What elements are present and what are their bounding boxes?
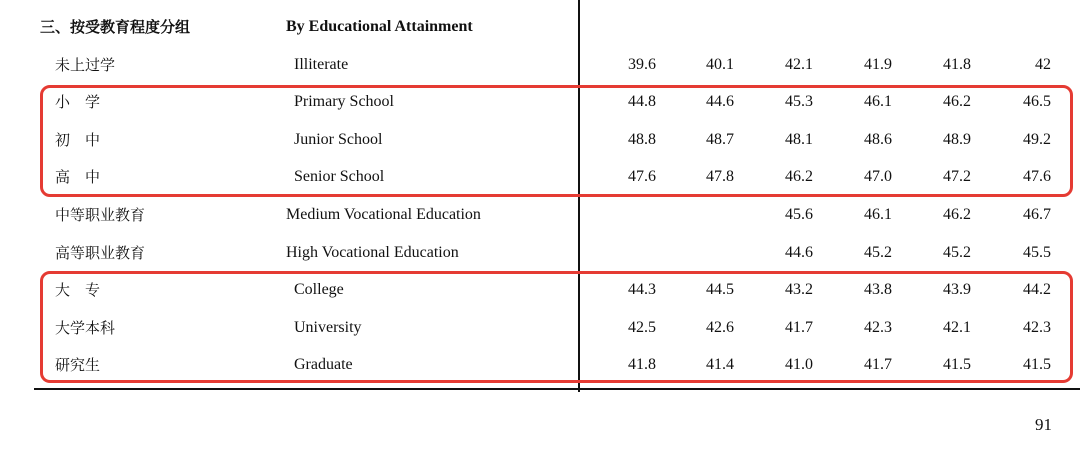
value-cell: [674, 234, 734, 272]
section-title-en: By Educational Attainment: [286, 18, 473, 35]
value-cell: 46.2: [785, 168, 813, 185]
row-label-en: Illiterate: [294, 56, 349, 73]
value-cell: 41.7: [864, 356, 892, 373]
value-cell: [596, 196, 656, 234]
value-cell: 46.5: [1023, 93, 1051, 110]
value-cell: 44.2: [1023, 281, 1051, 298]
row-label-en: College: [294, 281, 344, 298]
table-row: [0, 234, 1080, 272]
value-cell: 43.9: [943, 281, 971, 298]
value-cell: 45.2: [943, 244, 971, 261]
value-cell: 42: [1035, 56, 1051, 73]
value-cell: 47.6: [1023, 168, 1051, 185]
section-header-row: [0, 8, 1080, 46]
row-label-en: Medium Vocational Education: [286, 206, 481, 223]
value-cell: 42.3: [1023, 319, 1051, 336]
row-label-cn: 初 中: [55, 131, 101, 149]
value-cell: 48.9: [943, 131, 971, 148]
row-label-cn: 中等职业教育: [55, 206, 146, 224]
value-cell: 46.7: [1023, 206, 1051, 223]
value-cell: 40.1: [706, 56, 734, 73]
value-cell: [674, 196, 734, 234]
value-cell: 43.8: [864, 281, 892, 298]
highlight-box-higher-education: [40, 271, 1073, 383]
value-cell: 44.6: [785, 244, 813, 261]
value-cell: 41.5: [943, 356, 971, 373]
row-label-en: Graduate: [294, 356, 353, 373]
value-cell: 41.0: [785, 356, 813, 373]
table-bottom-rule: [34, 388, 1080, 390]
row-label-en: Primary School: [294, 93, 394, 110]
value-cell: [596, 234, 656, 272]
value-cell: 42.1: [785, 56, 813, 73]
value-cell: 41.8: [943, 56, 971, 73]
row-label-en: University: [294, 319, 362, 336]
row-label-cn: 小 学: [55, 93, 101, 111]
row-label-cn: 研究生: [55, 356, 101, 374]
page-number: 91: [1035, 415, 1052, 434]
value-cell: 49.2: [1023, 131, 1051, 148]
value-cell: 44.5: [706, 281, 734, 298]
value-cell: 47.6: [628, 168, 656, 185]
value-cell: 42.5: [628, 319, 656, 336]
value-cell: 44.3: [628, 281, 656, 298]
value-cell: 46.2: [943, 206, 971, 223]
value-cell: 45.2: [864, 244, 892, 261]
row-label-en: Junior School: [294, 131, 383, 148]
value-cell: 41.8: [628, 356, 656, 373]
value-cell: 41.4: [706, 356, 734, 373]
value-cell: 48.8: [628, 131, 656, 148]
value-cell: 48.6: [864, 131, 892, 148]
value-cell: 42.1: [943, 319, 971, 336]
value-cell: 46.1: [864, 206, 892, 223]
row-label-cn: 未上过学: [55, 56, 116, 74]
row-label-en: High Vocational Education: [286, 244, 459, 261]
table-row: [0, 46, 1080, 84]
row-label-cn: 大 专: [55, 281, 101, 299]
value-cell: 47.2: [943, 168, 971, 185]
value-cell: 45.6: [785, 206, 813, 223]
value-cell: 48.1: [785, 131, 813, 148]
value-cell: 41.9: [864, 56, 892, 73]
value-cell: 42.6: [706, 319, 734, 336]
value-cell: 43.2: [785, 281, 813, 298]
value-cell: 44.8: [628, 93, 656, 110]
row-label-en: Senior School: [294, 168, 385, 185]
value-cell: 41.5: [1023, 356, 1051, 373]
value-cell: 47.8: [706, 168, 734, 185]
table-row: [0, 196, 1080, 234]
value-cell: 48.7: [706, 131, 734, 148]
value-cell: 46.1: [864, 93, 892, 110]
value-cell: 44.6: [706, 93, 734, 110]
section-title-cn: 三、按受教育程度分组: [40, 18, 191, 36]
row-label-cn: 高 中: [55, 168, 101, 186]
value-cell: 39.6: [628, 56, 656, 73]
value-cell: 42.3: [864, 319, 892, 336]
row-label-cn: 大学本科: [55, 319, 116, 337]
value-cell: 45.5: [1023, 244, 1051, 261]
row-label-cn: 高等职业教育: [55, 244, 146, 262]
value-cell: 46.2: [943, 93, 971, 110]
value-cell: 45.3: [785, 93, 813, 110]
value-cell: 47.0: [864, 168, 892, 185]
highlight-box-basic-education: [40, 85, 1073, 197]
value-cell: 41.7: [785, 319, 813, 336]
